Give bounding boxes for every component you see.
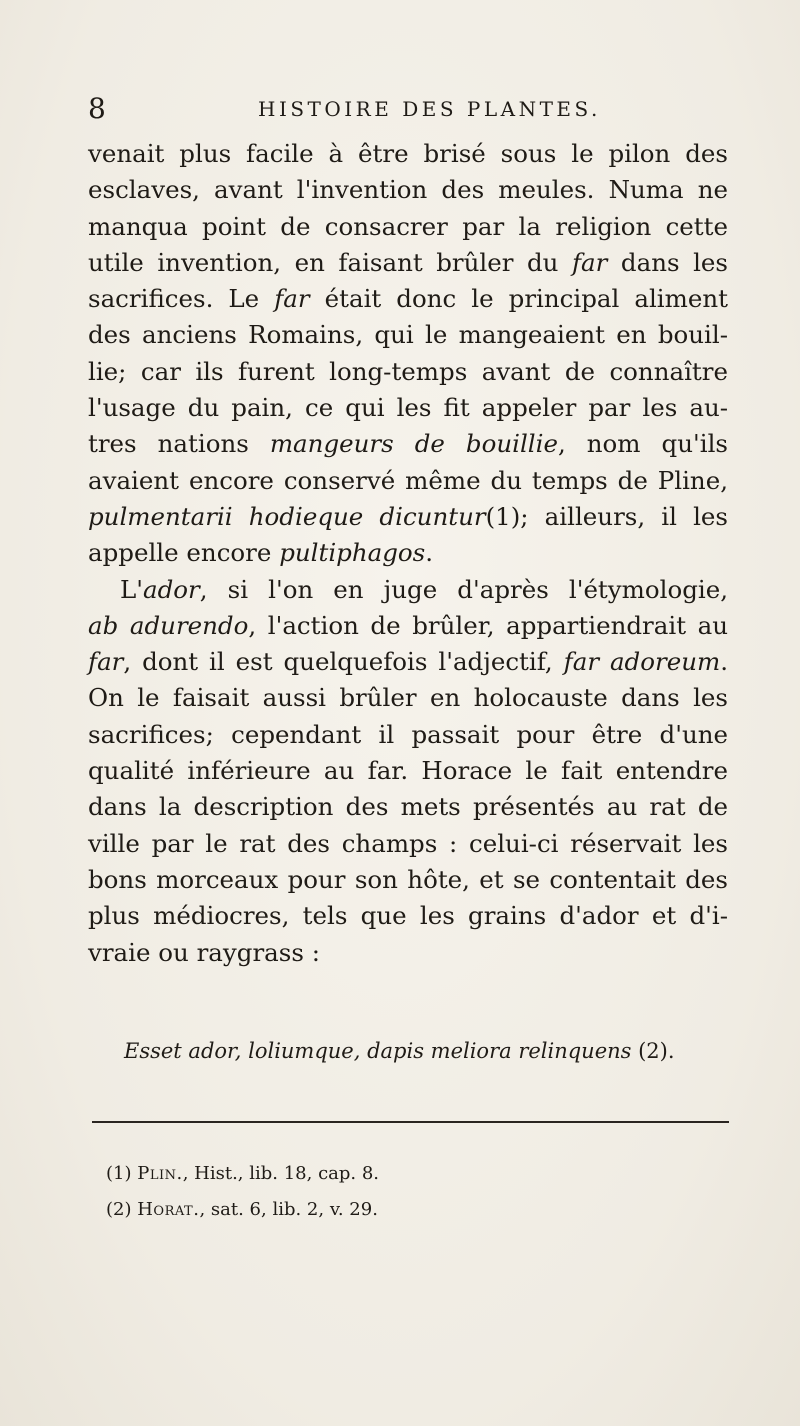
text-line	[88, 245, 728, 281]
text-segment: esclaves, avant l'invention des meules. Numa ne	[88, 175, 728, 205]
text-segment: bons morceaux pour son hôte, et se contentait des	[88, 864, 728, 894]
text-line	[88, 862, 728, 898]
italic-term: far adoreum	[563, 647, 721, 677]
text-line	[88, 209, 728, 245]
text-line	[88, 317, 728, 353]
italic-term: far	[274, 284, 310, 314]
text-segment: L'	[120, 574, 144, 604]
text-line	[88, 789, 728, 825]
footnote	[106, 1156, 726, 1192]
text-line	[88, 680, 728, 716]
text-line	[88, 535, 728, 571]
text-line	[88, 717, 728, 753]
text-line	[88, 608, 728, 644]
text-segment: avaient encore conservé même du temps de Pline,	[88, 465, 728, 495]
text-line	[88, 753, 728, 789]
italic-term: mangeurs de bouillie	[269, 429, 558, 459]
verse-text: Esset ador, loliumque, dapis meliora relinquens	[124, 1039, 632, 1063]
text-segment: sacrifices; cependant il passait pour être d'une	[88, 719, 728, 749]
text-line	[88, 644, 728, 680]
footnote-author: Plin.	[137, 1163, 183, 1184]
text-line	[88, 136, 728, 172]
text-segment: dans les	[607, 247, 728, 277]
text-segment: (1); ailleurs, il les	[485, 501, 728, 531]
running-title: HISTOIRE DES PLANTES.	[258, 97, 601, 121]
text-segment: venait plus facile à être brisé sous le pilon des	[88, 139, 728, 168]
text-segment: .	[720, 647, 728, 677]
footnote-mark: (1)	[106, 1163, 132, 1184]
text-segment: était donc le principal aliment	[309, 284, 729, 314]
text-segment: plus médiocres, tels que les grains d'ador et d'i-	[88, 901, 728, 931]
text-segment: manqua point de consacrer par la religion cette	[88, 211, 728, 241]
body-text	[88, 136, 728, 971]
footnotes	[106, 1156, 726, 1228]
text-segment: appelle encore	[88, 538, 280, 568]
text-line	[88, 898, 728, 934]
text-line	[88, 826, 728, 862]
footnote-mark: (2)	[106, 1199, 132, 1220]
text-segment: , dont il est quelquefois l'adjectif,	[123, 647, 564, 677]
text-line	[88, 390, 728, 426]
text-line	[88, 354, 728, 390]
text-segment: , nom qu'ils	[557, 429, 728, 459]
text-segment: tres nations	[88, 429, 270, 459]
italic-term: ab adurendo	[88, 610, 249, 640]
text-line	[88, 935, 728, 971]
text-line	[88, 172, 728, 208]
footnote-author: Horat.	[137, 1199, 200, 1220]
footnote-reference: , Hist., lib. 18, cap. 8.	[182, 1163, 380, 1184]
italic-term: pulmentarii hodieque dicuntur	[88, 501, 486, 531]
text-segment: qualité inférieure au far. Horace le fait entendre	[88, 756, 728, 786]
text-segment: des anciens Romains, qui le mangeaient en bouil-	[88, 320, 728, 350]
text-segment: utile invention, en faisant brûler du	[88, 247, 572, 277]
page-number: 8	[88, 92, 106, 125]
text-segment: sacrifices. Le	[88, 284, 275, 314]
text-segment: dans la description des mets présentés au rat de	[88, 792, 728, 822]
footnote-reference: , sat. 6, lib. 2, v. 29.	[199, 1199, 378, 1220]
italic-term: far	[571, 247, 608, 277]
text-segment: ville par le rat des champs : celui-ci réservait les	[88, 828, 728, 858]
text-segment: l'usage du pain, ce qui les fit appeler par les au-	[88, 393, 728, 423]
text-segment: .	[425, 538, 434, 568]
italic-term: ador	[143, 574, 200, 604]
verse-note-ref: (2).	[631, 1039, 675, 1063]
footnote	[106, 1192, 726, 1228]
verse-quotation	[124, 1036, 724, 1066]
italic-term: far	[88, 647, 124, 677]
text-segment: On le faisait aussi brûler en holocauste dans les	[88, 683, 728, 713]
text-line	[88, 499, 728, 535]
text-line	[88, 463, 728, 499]
text-segment: , l'action de brûler, appartiendrait au	[248, 610, 729, 640]
text-segment: lie; car ils furent long-temps avant de connaître	[88, 356, 728, 386]
footnote-rule	[92, 1121, 729, 1123]
text-line	[88, 426, 728, 462]
text-line	[88, 281, 728, 317]
text-segment: vraie ou raygrass :	[88, 937, 320, 967]
text-line	[88, 572, 728, 608]
text-segment: , si l'on en juge d'après l'étymologie,	[199, 574, 728, 604]
italic-term: pultiphagos	[279, 538, 426, 568]
running-head	[88, 92, 728, 126]
